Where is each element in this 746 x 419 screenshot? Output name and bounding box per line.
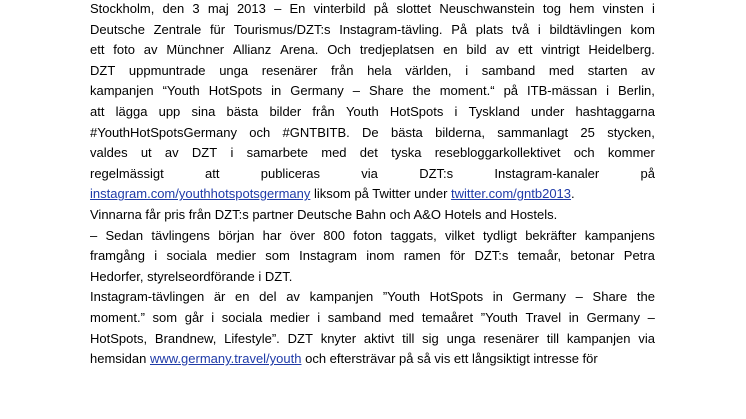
word: ett xyxy=(90,42,105,58)
word: in xyxy=(271,83,282,99)
word: av xyxy=(164,145,179,161)
word: resebloggarkollektivet xyxy=(434,145,561,161)
word: Berlin, xyxy=(617,83,655,99)
word: två xyxy=(511,21,530,37)
text-line: Vinnarna får pris från DZT:s partner Deutsche Bahn och A&O Hotels and Hostels. xyxy=(90,206,558,222)
word: Instagram xyxy=(299,248,357,264)
word: temaår, xyxy=(517,248,562,264)
word: i xyxy=(465,62,469,78)
word: Arena. xyxy=(280,42,319,58)
word: är xyxy=(213,289,226,305)
word: med xyxy=(548,62,575,78)
word: går xyxy=(184,309,204,325)
word: foton xyxy=(353,227,383,243)
word: för xyxy=(449,248,466,264)
word: ett xyxy=(518,42,533,58)
word: sina xyxy=(191,103,216,119)
word: Travel xyxy=(525,309,562,325)
text-line xyxy=(90,308,655,329)
word: bekräfter xyxy=(525,227,577,243)
word: på xyxy=(640,165,655,181)
word: början xyxy=(218,227,255,243)
text-line-with-links xyxy=(90,184,655,205)
word: medier xyxy=(269,309,310,325)
word: Deutsche xyxy=(90,21,145,37)
text-line xyxy=(90,40,655,61)
word: med xyxy=(388,309,415,325)
word: – xyxy=(90,227,98,243)
word: av xyxy=(286,289,300,305)
word: av xyxy=(495,42,510,58)
text-fragment: hemsidan xyxy=(90,351,150,367)
word: hashtaggarna xyxy=(575,103,655,119)
word: på xyxy=(373,1,389,16)
word: – xyxy=(274,1,282,16)
word: Germany xyxy=(290,83,344,99)
word: für xyxy=(209,21,226,37)
word: in xyxy=(492,289,503,305)
word: har xyxy=(262,227,282,243)
word: 800 xyxy=(323,227,345,243)
word: kampanjen xyxy=(566,330,631,346)
text-line-spread xyxy=(90,164,655,185)
word: under xyxy=(531,103,565,119)
word: med xyxy=(321,145,347,161)
word: foto xyxy=(113,42,135,58)
word: av xyxy=(641,62,655,78)
word: På xyxy=(451,21,468,37)
word: inom xyxy=(366,248,395,264)
word: Stockholm, xyxy=(90,1,155,16)
word: hem xyxy=(569,1,595,16)
text-line: Hedorfer, styrelseordförande i DZT. xyxy=(90,268,293,284)
word: ut xyxy=(140,145,152,161)
word: i xyxy=(537,21,541,37)
word: De xyxy=(362,124,379,140)
word: ramen xyxy=(403,248,441,264)
word: Allianz xyxy=(232,42,272,58)
word: HotSpots xyxy=(429,289,484,305)
word: samband xyxy=(481,62,536,78)
word: slottet xyxy=(396,1,432,16)
word: Münchner xyxy=(166,42,225,58)
word: del xyxy=(259,289,277,305)
word: som xyxy=(152,309,178,325)
word: plats xyxy=(475,21,504,37)
text-line xyxy=(90,102,655,123)
word: Instagram-kanaler xyxy=(494,165,600,181)
word: via xyxy=(361,165,378,181)
word: maj xyxy=(207,1,229,16)
text-line xyxy=(90,61,655,82)
word: regelmässigt xyxy=(90,165,164,181)
word: tog xyxy=(542,1,561,16)
word: i xyxy=(154,248,158,264)
word: unga xyxy=(446,330,476,346)
word: the xyxy=(636,289,655,305)
word: och xyxy=(249,124,271,140)
word: ITB-mässan xyxy=(527,83,598,99)
word: uppmuntrade xyxy=(128,62,206,78)
word: den xyxy=(162,1,185,16)
word: vintrigt xyxy=(541,42,580,58)
word: DZT:s xyxy=(419,165,454,181)
word: HotSpots, xyxy=(90,330,148,346)
word: bästa xyxy=(390,124,423,140)
word: sig xyxy=(422,330,439,346)
word: taggats, xyxy=(390,227,437,243)
word: #GNTBITB. xyxy=(282,124,350,140)
word: moment.“ xyxy=(439,83,495,99)
word: till xyxy=(546,330,560,346)
word: 2013 xyxy=(236,1,266,16)
word: upp xyxy=(158,103,181,119)
word: “Youth xyxy=(162,83,200,99)
word: HotSpots xyxy=(389,103,444,119)
word: och xyxy=(573,145,595,161)
word: Och xyxy=(327,42,352,58)
word: medier xyxy=(216,248,256,264)
word: resenärer xyxy=(483,330,539,346)
word: framgång xyxy=(90,248,145,264)
word: – xyxy=(647,309,655,325)
text-line xyxy=(90,0,655,20)
word: tävlingens xyxy=(151,227,210,243)
word: tydligt xyxy=(482,227,517,243)
word: DZT:s xyxy=(474,248,509,264)
word: att xyxy=(204,165,220,181)
word: temaåret xyxy=(421,309,474,325)
word: – xyxy=(352,83,360,99)
word: resenärer xyxy=(261,62,318,78)
word: i xyxy=(454,103,458,119)
word: till xyxy=(402,330,415,346)
germany-travel-link[interactable]: www.germany.travel/youth xyxy=(149,351,302,367)
word: bilder xyxy=(269,103,302,119)
word: Germany xyxy=(512,289,566,305)
word: knyter xyxy=(320,330,357,346)
word: samband xyxy=(327,309,382,325)
word: kom xyxy=(630,21,655,37)
word: vinterbild xyxy=(313,1,366,16)
word: DZT xyxy=(191,145,218,161)
instagram-link[interactable]: instagram.com/youthhotspotsgermany xyxy=(90,186,311,202)
word: Brandnew, xyxy=(154,330,217,346)
word: via xyxy=(638,330,655,346)
word: Instagram-tävling. xyxy=(339,21,443,37)
word: unga xyxy=(219,62,249,78)
word: en xyxy=(443,42,458,58)
text-line xyxy=(90,226,655,247)
word: Tyskland xyxy=(468,103,520,119)
word: Lifestyle”. xyxy=(224,330,280,346)
word: det xyxy=(359,145,378,161)
word: betonar xyxy=(570,248,615,264)
text-line xyxy=(90,329,655,350)
word: – xyxy=(575,289,583,305)
word: bästa xyxy=(226,103,259,119)
word: publiceras xyxy=(260,165,320,181)
word: HotSpots xyxy=(208,83,263,99)
word: att xyxy=(90,103,105,119)
word: som xyxy=(265,248,290,264)
word: bildtävlingen xyxy=(549,21,622,37)
word: vilket xyxy=(445,227,475,243)
text-fragment: och eftersträvar på så vis ett långsiktigt intresse för xyxy=(301,351,598,367)
word: i xyxy=(230,145,234,161)
word: Germany xyxy=(586,309,641,325)
word: starten xyxy=(587,62,628,78)
word: En xyxy=(289,1,306,16)
word: DZT xyxy=(287,330,313,346)
word: Share xyxy=(368,83,404,99)
word: Youth xyxy=(345,103,379,119)
word: sociala xyxy=(221,309,263,325)
word: 3 xyxy=(192,1,200,16)
word: på xyxy=(503,83,519,99)
word: sammanlagt xyxy=(497,124,569,140)
word: kommer xyxy=(607,145,655,161)
word: sociala xyxy=(166,248,207,264)
word: stycken, xyxy=(607,124,655,140)
word: tredjeplatsen xyxy=(359,42,435,58)
word: kampanjens xyxy=(584,227,655,243)
word: hela xyxy=(367,62,392,78)
word: samarbete xyxy=(246,145,308,161)
word: ”Youth xyxy=(480,309,518,325)
word: #YouthHotSpotsGermany xyxy=(90,124,237,140)
word: DZT xyxy=(90,62,116,78)
word: bilderna, xyxy=(435,124,485,140)
word: bild xyxy=(466,42,487,58)
word: Instagram-tävlingen xyxy=(90,289,205,305)
word: Sedan xyxy=(105,227,144,243)
word: Petra xyxy=(623,248,655,264)
press-release-body xyxy=(90,0,655,370)
word: ”Youth xyxy=(382,289,420,305)
word: i xyxy=(317,309,321,325)
word: moment.” xyxy=(90,309,145,325)
word: över xyxy=(289,227,316,243)
word: från xyxy=(312,103,335,119)
word: Share xyxy=(592,289,628,305)
text-line xyxy=(90,123,655,144)
word: the xyxy=(412,83,431,99)
word: 25 xyxy=(580,124,595,140)
word: Neuschwanstein xyxy=(439,1,535,16)
word: kampanjen xyxy=(309,289,374,305)
word: en xyxy=(235,289,250,305)
word: i xyxy=(652,1,655,16)
text-line-with-link xyxy=(90,349,655,370)
word: i xyxy=(606,83,609,99)
word: i xyxy=(211,309,215,325)
word: Heidelberg. xyxy=(588,42,655,58)
text-line xyxy=(90,81,655,102)
word: Tourismus/DZT:s xyxy=(233,21,331,37)
word: vinsten xyxy=(602,1,644,16)
word: aktivt xyxy=(363,330,395,346)
text-line xyxy=(90,20,655,41)
twitter-link[interactable]: twitter.com/gntb2013 xyxy=(451,186,572,202)
word: kampanjen xyxy=(90,83,154,99)
text-line xyxy=(90,287,655,308)
word: valdes xyxy=(90,145,128,161)
word: Zentrale xyxy=(153,21,202,37)
text-fragment: . xyxy=(571,186,575,202)
word: världen, xyxy=(405,62,452,78)
text-line xyxy=(90,143,655,164)
word: tyska xyxy=(391,145,422,161)
word: från xyxy=(331,62,354,78)
text-fragment: liksom på Twitter under xyxy=(310,186,452,202)
text-line xyxy=(90,246,655,267)
word: lägga xyxy=(115,103,148,119)
word: in xyxy=(568,309,579,325)
word: av xyxy=(143,42,158,58)
